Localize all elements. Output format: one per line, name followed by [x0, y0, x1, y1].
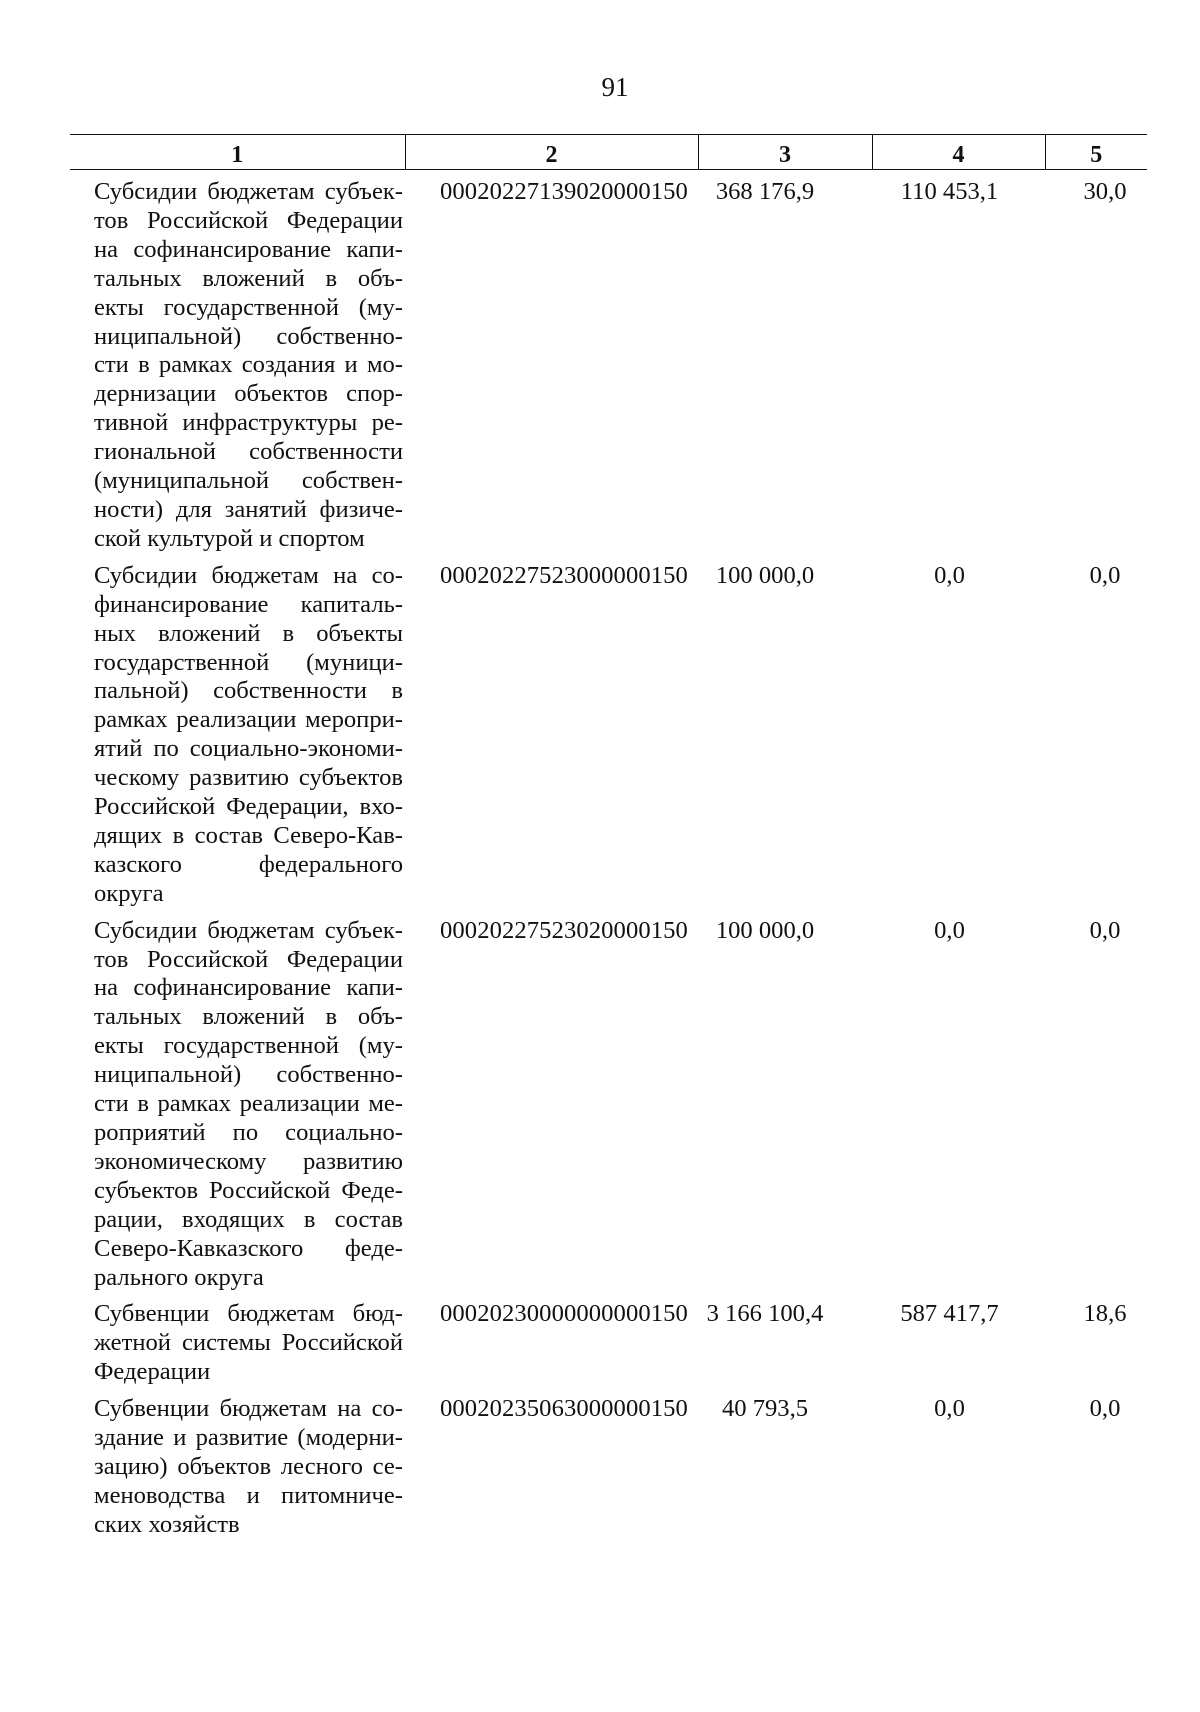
- description-line: сти в рамках создания и мо-: [94, 351, 403, 379]
- row-description: [70, 1292, 405, 1387]
- value-col-5: 0,0: [1089, 1395, 1121, 1423]
- budget-code: 00020227523020000150: [440, 916, 688, 944]
- description-line: (муниципальной собствен-: [94, 467, 403, 495]
- budget-code: 00020227523000000150: [440, 561, 688, 589]
- value-col-4: 0,0: [934, 561, 965, 589]
- description-line: Субсидии бюджетам субъек-: [94, 178, 403, 205]
- description-line: финансирование капиталь-: [94, 590, 403, 618]
- table-row: [70, 909, 1147, 1293]
- value-col-5: 18,6: [1083, 1300, 1127, 1328]
- value-col-4: 110 453,1: [900, 178, 999, 205]
- budget-code: 00020230000000000150: [440, 1300, 688, 1328]
- budget-code: 00020227139020000150: [440, 178, 688, 205]
- description-line: субъектов Российской Феде-: [94, 1176, 403, 1204]
- description-line: тальных вложений в объ-: [94, 264, 403, 292]
- description-line: зацию) объектов лесного се-: [94, 1452, 403, 1480]
- table-body: [70, 170, 1147, 1540]
- value-col-3: 100 000,0: [715, 561, 815, 589]
- description-line: Субвенции бюджетам бюд-: [94, 1300, 403, 1328]
- value-col-5: 0,0: [1089, 561, 1121, 589]
- table-row: [70, 170, 1147, 554]
- table-row: [70, 1387, 1147, 1540]
- description-line: тальных вложений в объ-: [94, 1003, 403, 1031]
- budget-code: 00020235063000000150: [440, 1395, 688, 1423]
- value-col-3: 3 166 100,4: [706, 1300, 824, 1328]
- description-line: государственной (муници-: [94, 648, 403, 676]
- description-line: округа: [94, 879, 164, 907]
- value-col-3: 40 793,5: [721, 1395, 809, 1423]
- description-line: ятий по социально-экономи-: [94, 735, 403, 763]
- header-col-2: 2: [405, 135, 698, 170]
- description-line: Субвенции бюджетам на со-: [94, 1395, 403, 1423]
- description-line: ниципальной) собственно-: [94, 1061, 403, 1089]
- description-line: тов Российской Федерации: [94, 206, 403, 234]
- value-col-3: 100 000,0: [715, 916, 815, 944]
- description-line: Субсидии бюджетам субъек-: [94, 916, 403, 944]
- description-line: тов Российской Федерации: [94, 945, 403, 973]
- description-line: ных вложений в объекты: [94, 619, 403, 647]
- row-description: [70, 170, 405, 554]
- row-description: [70, 554, 405, 909]
- description-line: тивной инфраструктуры ре-: [94, 409, 403, 437]
- row-description: [70, 1387, 405, 1540]
- description-line: рамках реализации меропри-: [94, 706, 403, 734]
- description-line: ческому развитию субъектов: [94, 764, 403, 792]
- description-line: рального округа: [94, 1263, 264, 1291]
- description-line: ских хозяйств: [94, 1510, 240, 1538]
- value-col-4: 587 417,7: [900, 1300, 999, 1328]
- page-number: 91: [601, 72, 629, 102]
- description-line: екты государственной (му-: [94, 293, 403, 321]
- description-line: Северо-Кавказского феде-: [94, 1234, 403, 1262]
- description-line: экономическому развитию: [94, 1147, 403, 1175]
- value-col-5: 0,0: [1089, 916, 1121, 944]
- header-col-3: 3: [698, 135, 872, 170]
- value-col-4: 0,0: [934, 1395, 965, 1423]
- description-line: екты государственной (му-: [94, 1032, 403, 1060]
- header-col-5: 5: [1045, 135, 1147, 170]
- description-line: ской культурой и спортом: [94, 524, 365, 552]
- table-header-row: [70, 135, 1147, 170]
- description-line: на софинансирование капи-: [94, 235, 403, 263]
- description-line: ности) для занятий физиче-: [94, 495, 403, 523]
- row-description: [70, 909, 405, 1293]
- description-line: дящих в состав Северо-Кав-: [94, 821, 403, 849]
- value-col-4: 0,0: [934, 916, 965, 944]
- description-line: сти в рамках реализации ме-: [94, 1090, 403, 1118]
- header-col-1: 1: [70, 135, 405, 170]
- description-line: здание и развитие (модерни-: [94, 1424, 403, 1452]
- description-line: ниципальной) собственно-: [94, 322, 403, 350]
- description-line: роприятий по социально-: [94, 1119, 403, 1146]
- description-line: на софинансирование капи-: [94, 974, 403, 1002]
- description-line: меноводства и питомниче-: [94, 1481, 403, 1509]
- value-col-5: 30,0: [1083, 178, 1127, 205]
- budget-table: [70, 134, 1147, 1540]
- budget-table-container: [70, 134, 1147, 1540]
- description-line: Субсидии бюджетам на со-: [94, 561, 403, 589]
- header-col-4: 4: [872, 135, 1045, 170]
- description-line: пальной) собственности в: [94, 677, 403, 705]
- description-line: Российской Федерации, вхо-: [94, 793, 403, 821]
- description-line: рации, входящих в состав: [94, 1205, 403, 1233]
- description-line: Федерации: [94, 1358, 211, 1386]
- description-line: гиональной собственности: [94, 438, 403, 466]
- description-line: казского федерального: [94, 850, 403, 878]
- value-col-3: 368 176,9: [715, 178, 815, 205]
- description-line: дернизации объектов спор-: [94, 380, 403, 408]
- table-row: [70, 1292, 1147, 1387]
- description-line: жетной системы Российской: [94, 1329, 403, 1357]
- table-row: [70, 554, 1147, 909]
